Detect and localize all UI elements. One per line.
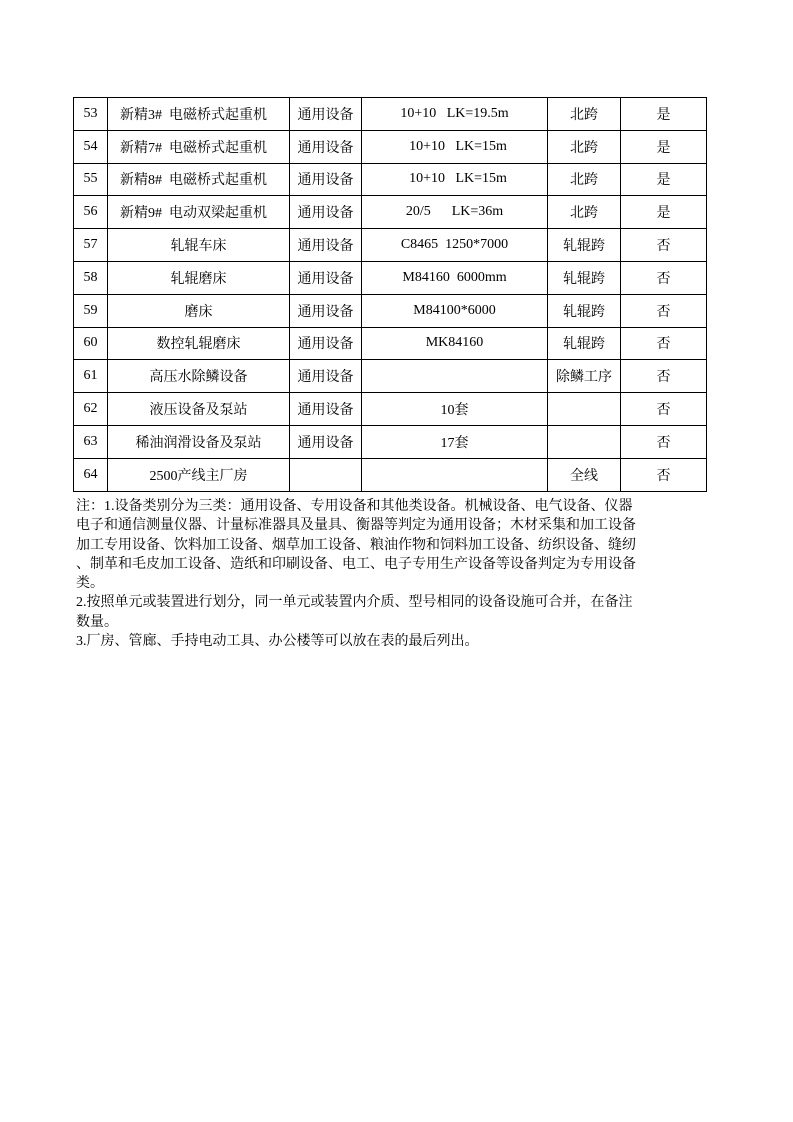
equipment-type: 通用设备 [290,393,362,426]
equipment-type: 通用设备 [290,425,362,458]
equipment-name: 新精3# 电磁桥式起重机 [108,98,290,131]
row-number: 64 [74,458,108,491]
equipment-type: 通用设备 [290,261,362,294]
equipment-type: 通用设备 [290,294,362,327]
equipment-location: 北跨 [548,130,621,163]
equipment-location: 轧辊跨 [548,229,621,262]
equipment-type: 通用设备 [290,229,362,262]
note-line: 3.厂房、管廊、手持电动工具、办公楼等可以放在表的最后列出。 [76,634,479,650]
row-number: 61 [74,360,108,393]
row-number: 56 [74,196,108,229]
equipment-location: 北跨 [548,163,621,196]
equipment-name: 磨床 [108,294,290,327]
table-row [74,294,707,327]
equipment-location: 北跨 [548,98,621,131]
table-row [74,261,707,294]
equipment-type [290,458,362,491]
equipment-location [548,393,621,426]
table-row [74,163,707,196]
equipment-type: 通用设备 [290,130,362,163]
equipment-name: 液压设备及泵站 [108,393,290,426]
equipment-spec: C8465 1250*7000 [362,229,548,262]
equipment-flag: 是 [621,130,707,163]
equipment-spec: MK84160 [362,327,548,360]
equipment-name: 新精8# 电磁桥式起重机 [108,163,290,196]
equipment-spec [362,360,548,393]
table-row [74,458,707,491]
equipment-flag: 否 [621,327,707,360]
equipment-spec: 10+10 LK=15m [362,163,548,196]
table-row [74,196,707,229]
equipment-type: 通用设备 [290,327,362,360]
note-line: 类。 [76,576,104,592]
row-number: 58 [74,261,108,294]
equipment-name: 轧辊车床 [108,229,290,262]
note-line: 加工专用设备、饮料加工设备、烟草加工设备、粮油作物和饲料加工设备、纺织设备、缝纫 [76,537,636,553]
equipment-spec: 20/5 LK=36m [362,196,548,229]
note-line: 注：1.设备类别分为三类：通用设备、专用设备和其他类设备。机械设备、电气设备、仪器 [76,499,633,514]
table-row [74,393,707,426]
equipment-location: 全线 [548,458,621,491]
row-number: 62 [74,393,108,426]
row-number: 60 [74,327,108,360]
equipment-name: 2500产线主厂房 [108,458,290,491]
equipment-name: 新精7# 电磁桥式起重机 [108,130,290,163]
table-row [74,425,707,458]
equipment-location: 轧辊跨 [548,294,621,327]
row-number: 55 [74,163,108,196]
row-number: 63 [74,425,108,458]
equipment-flag: 否 [621,261,707,294]
note-line: 、制革和毛皮加工设备、造纸和印刷设备、电工、电子专用生产设备等设备判定为专用设备 [76,556,636,572]
equipment-flag: 否 [621,229,707,262]
table-row [74,360,707,393]
equipment-flag: 是 [621,196,707,229]
equipment-type: 通用设备 [290,98,362,131]
equipment-spec: 10+10 LK=19.5m [362,98,548,131]
row-number: 54 [74,130,108,163]
equipment-table [73,97,707,492]
equipment-type: 通用设备 [290,360,362,393]
table-row [74,98,707,131]
equipment-name: 数控轧辊磨床 [108,327,290,360]
equipment-flag: 否 [621,393,707,426]
equipment-spec: M84100*6000 [362,294,548,327]
equipment-spec: 10套 [362,393,548,426]
note-line: 2.按照单元或装置进行划分，同一单元或装置内介质、型号相同的设备设施可合并，在备注 [76,595,633,611]
notes [76,497,706,651]
row-number: 53 [74,98,108,131]
equipment-location [548,425,621,458]
equipment-location: 轧辊跨 [548,327,621,360]
equipment-flag: 否 [621,425,707,458]
equipment-flag: 否 [621,458,707,491]
equipment-spec [362,458,548,491]
equipment-type: 通用设备 [290,163,362,196]
row-number: 57 [74,229,108,262]
equipment-name: 稀油润滑设备及泵站 [108,425,290,458]
table-row [74,130,707,163]
table-row [74,327,707,360]
equipment-flag: 是 [621,98,707,131]
note-line: 电子和通信测量仪器、计量标准器具及量具、衡器等判定为通用设备；木材采集和加工设备 [76,518,636,534]
equipment-spec: 17套 [362,425,548,458]
equipment-name: 高压水除鳞设备 [108,360,290,393]
note-line: 数量。 [76,614,118,630]
equipment-flag: 否 [621,294,707,327]
row-number: 59 [74,294,108,327]
equipment-location: 除鳞工序 [548,360,621,393]
equipment-flag: 是 [621,163,707,196]
equipment-spec: 10+10 LK=15m [362,130,548,163]
equipment-name: 新精9# 电动双梁起重机 [108,196,290,229]
equipment-flag: 否 [621,360,707,393]
equipment-name: 轧辊磨床 [108,261,290,294]
equipment-type: 通用设备 [290,196,362,229]
equipment-location: 北跨 [548,196,621,229]
equipment-spec: M84160 6000mm [362,261,548,294]
equipment-location: 轧辊跨 [548,261,621,294]
table-row [74,229,707,262]
